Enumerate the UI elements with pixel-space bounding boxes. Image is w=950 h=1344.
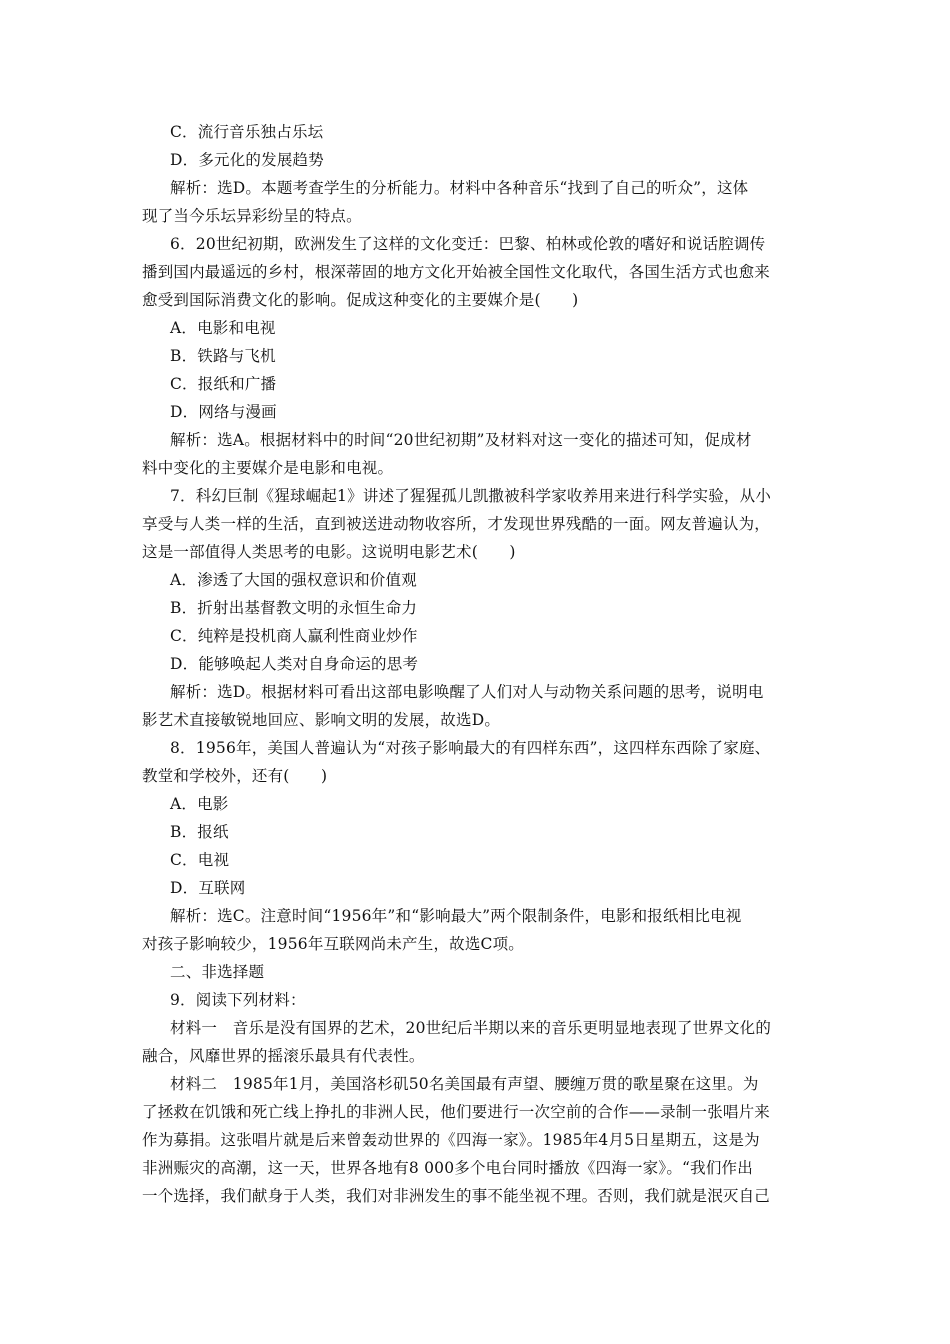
text-line: C．流行音乐独占乐坛 xyxy=(170,123,324,141)
text-line: 播到国内最遥远的乡村，根深蒂固的地方文化开始被全国性文化取代，各国生活方式也愈来 xyxy=(142,263,771,281)
document-body xyxy=(142,118,822,1210)
text-line: A．电影 xyxy=(170,795,229,813)
text-line: 了拯救在饥饿和死亡线上挣扎的非洲人民，他们要进行一次空前的合作——录制一张唱片来 xyxy=(142,1103,771,1121)
text-line: 对孩子影响较少，1956年互联网尚未产生，故选C项。 xyxy=(142,935,525,953)
text-line: D．多元化的发展趋势 xyxy=(170,151,324,169)
text-line: 6．20世纪初期，欧洲发生了这样的文化变迁：巴黎、柏林或伦敦的嗜好和说话腔调传 xyxy=(170,235,766,253)
text-line: 这是一部值得人类思考的电影。这说明电影艺术( ) xyxy=(142,543,516,561)
text-line: 二、非选择题 xyxy=(170,963,265,981)
text-line: 愈受到国际消费文化的影响。促成这种变化的主要媒介是( ) xyxy=(142,291,579,309)
text-line: A．渗透了大国的强权意识和价值观 xyxy=(170,571,417,589)
text-line: 材料二 1985年1月，美国洛杉矶50名美国最有声望、腰缠万贯的歌星聚在这里。为 xyxy=(170,1075,759,1093)
text-line: 现了当今乐坛异彩纷呈的特点。 xyxy=(142,207,362,225)
text-line: 解析：选D。根据材料可看出这部电影唤醒了人们对人与动物关系问题的思考，说明电 xyxy=(170,683,764,701)
text-line: B．折射出基督教文明的永恒生命力 xyxy=(170,599,418,617)
text-line: D．互联网 xyxy=(170,879,246,897)
text-line: 7．科幻巨制《猩球崛起1》讲述了猩猩孤儿凯撒被科学家收养用来进行科学实验，从小 xyxy=(170,487,772,505)
text-line: D．网络与漫画 xyxy=(170,403,277,421)
text-line: 解析：选A。根据材料中的时间“20世纪初期”及材料对这一变化的描述可知，促成材 xyxy=(170,431,752,449)
text-line: C．报纸和广播 xyxy=(170,375,277,393)
text-line: B．报纸 xyxy=(170,823,229,841)
text-line: 材料一 音乐是没有国界的艺术，20世纪后半期以来的音乐更明显地表现了世界文化的 xyxy=(170,1019,772,1037)
text-line: 解析：选C。注意时间“1956年”和“影响最大”两个限制条件，电影和报纸相比电视 xyxy=(170,907,742,925)
text-line: D．能够唤起人类对自身命运的思考 xyxy=(170,655,419,673)
text-line: 9．阅读下列材料： xyxy=(170,991,306,1009)
text-line: 融合，风靡世界的摇滚乐最具有代表性。 xyxy=(142,1047,425,1065)
text-line: 影艺术直接敏锐地回应、影响文明的发展，故选D。 xyxy=(142,711,501,729)
text-line: C．电视 xyxy=(170,851,230,869)
text-line: 享受与人类一样的生活，直到被送进动物收容所，才发现世界残酷的一面。网友普遍认为， xyxy=(142,515,771,533)
text-line: 作为募捐。这张唱片就是后来曾轰动世界的《四海一家》。1985年4月5日星期五，这是为 xyxy=(142,1131,760,1149)
text-line: C．纯粹是投机商人赢利性商业炒作 xyxy=(170,627,418,645)
text-line: 非洲赈灾的高潮，这一天，世界各地有8 000多个电台同时播放《四海一家》。“我们作出 xyxy=(142,1159,753,1177)
text-line: 一个选择，我们献身于人类，我们对非洲发生的事不能坐视不理。否则，我们就是泯灭自己 xyxy=(142,1187,771,1205)
text-line: 料中变化的主要媒介是电影和电视。 xyxy=(142,459,394,477)
text-line: 教堂和学校外，还有( ) xyxy=(142,767,328,785)
text-line: B．铁路与飞机 xyxy=(170,347,276,365)
text-line: 解析：选D。本题考查学生的分析能力。材料中各种音乐“找到了自己的听众”，这体 xyxy=(170,179,749,197)
text-line: 8．1956年，美国人普遍认为“对孩子影响最大的有四样东西”，这四样东西除了家庭、 xyxy=(170,739,771,757)
text-line: A．电影和电视 xyxy=(170,319,276,337)
